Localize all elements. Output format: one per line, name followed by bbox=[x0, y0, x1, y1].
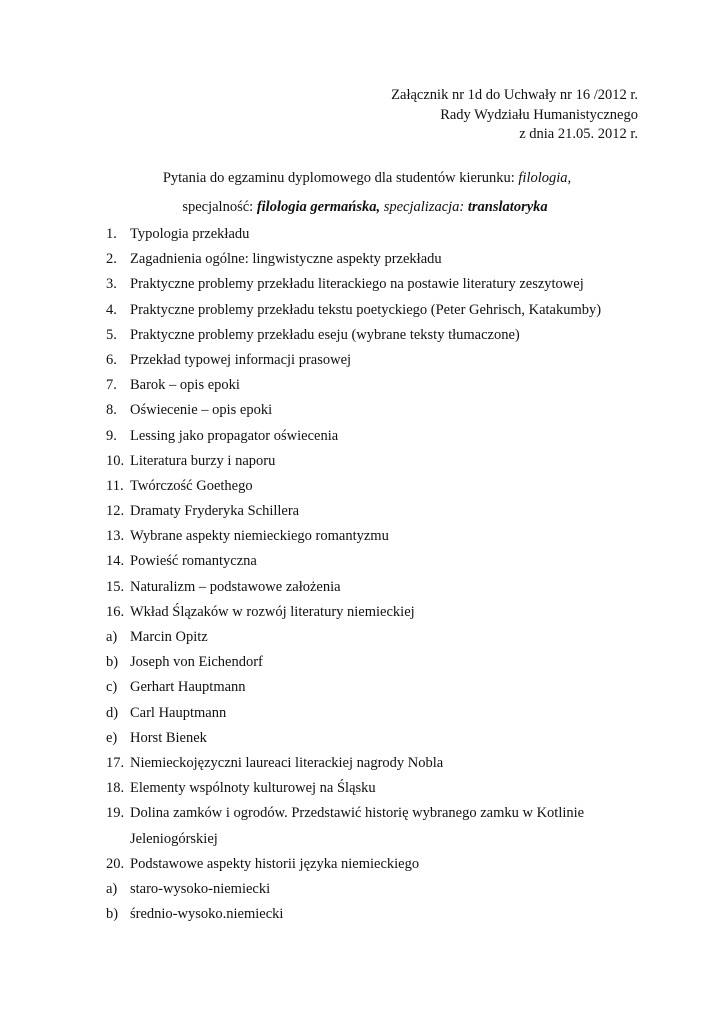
list-item-marker: 17. bbox=[106, 754, 125, 771]
list-item-text: Naturalizm – podstawowe założenia bbox=[130, 578, 341, 595]
list-item-marker: 15. bbox=[106, 578, 125, 595]
title-specialty: filologia germańska, bbox=[256, 199, 381, 215]
list-item-text: Praktyczne problemy przekładu tekstu poetyckiego (Peter Gehrisch, Katakumby) bbox=[130, 301, 602, 318]
list-item-text: Gerhart Hauptmann bbox=[130, 679, 246, 696]
list-item-marker: d) bbox=[106, 704, 119, 721]
list-item-marker: b) bbox=[106, 906, 119, 923]
list-item-text: Literatura burzy i naporu bbox=[130, 452, 276, 469]
title-field-of-study: filologia, bbox=[518, 170, 572, 186]
list-item-marker: 4. bbox=[106, 301, 117, 318]
list-item-text: Powieść romantyczna bbox=[130, 553, 257, 570]
list-item-text: Barok – opis epoki bbox=[130, 377, 240, 394]
list-item bbox=[106, 629, 646, 654]
list-item-text: Elementy wspólnoty kulturowej na Śląsku bbox=[130, 780, 376, 797]
header-council-line: Rady Wydziału Humanistycznego bbox=[440, 106, 638, 123]
list-item bbox=[106, 226, 646, 251]
list-item bbox=[106, 654, 646, 679]
list-item-text-line-1: Dolina zamków i ogrodów. Przedstawić historię wybranego zamku w Kotlinie bbox=[130, 805, 585, 822]
list-item bbox=[106, 402, 646, 427]
list-item-text: średnio-wysoko.niemiecki bbox=[130, 906, 284, 923]
list-item bbox=[106, 352, 646, 377]
list-item bbox=[106, 705, 646, 730]
list-item-text: Lessing jako propagator oświecenia bbox=[130, 427, 339, 444]
list-item-text: Oświecenie – opis epoki bbox=[130, 402, 273, 419]
list-item-text bbox=[130, 805, 584, 855]
list-item bbox=[106, 302, 646, 327]
document-header bbox=[391, 86, 638, 145]
list-item-text: Horst Bienek bbox=[130, 729, 207, 746]
list-item-text: Wkład Ślązaków w rozwój literatury niemieckiej bbox=[130, 603, 415, 620]
list-item-marker: 16. bbox=[106, 603, 125, 620]
list-item bbox=[106, 553, 646, 578]
list-item-text: staro-wysoko-niemiecki bbox=[130, 880, 271, 897]
header-date-line: z dnia 21.05. 2012 r. bbox=[519, 126, 638, 142]
list-item-text: Zagadnienia ogólne: lingwistyczne aspekty przekładu bbox=[130, 251, 442, 268]
list-item-marker: 14. bbox=[106, 553, 125, 570]
list-item bbox=[106, 528, 646, 553]
list-item-text: Dramaty Fryderyka Schillera bbox=[130, 503, 300, 520]
list-item bbox=[106, 780, 646, 805]
title-line-2 bbox=[0, 193, 724, 222]
list-item bbox=[106, 428, 646, 453]
list-item-marker: a) bbox=[106, 880, 118, 897]
title-specialty-label: specjalność: bbox=[182, 199, 257, 215]
list-item-text: Joseph von Eichendorf bbox=[130, 654, 263, 671]
list-item bbox=[106, 805, 646, 855]
list-item bbox=[106, 276, 646, 301]
list-item-marker: 12. bbox=[106, 503, 125, 520]
list-item-text: Praktyczne problemy przekładu literackiego na postawie literatury zeszytowej bbox=[130, 276, 584, 293]
list-item-marker: 20. bbox=[106, 855, 125, 872]
list-item-marker: 9. bbox=[106, 427, 117, 444]
list-item-text: Przekład typowej informacji prasowej bbox=[130, 351, 352, 368]
title-line-1 bbox=[0, 164, 724, 193]
list-item-text: Wybrane aspekty niemieckiego romantyzmu bbox=[130, 528, 389, 545]
list-item-text: Niemieckojęzyczni laureaci literackiej nagrody Nobla bbox=[130, 754, 444, 771]
list-item-marker: 10. bbox=[106, 452, 125, 469]
list-item bbox=[106, 327, 646, 352]
document-title bbox=[0, 164, 724, 222]
list-item-text: Carl Hauptmann bbox=[130, 704, 227, 721]
list-item bbox=[106, 579, 646, 604]
list-item-text: Podstawowe aspekty historii języka niemieckiego bbox=[130, 855, 420, 872]
list-item-text: Marcin Opitz bbox=[130, 629, 208, 645]
title-specialization: translatoryka bbox=[467, 199, 548, 215]
list-item bbox=[106, 604, 646, 629]
list-item bbox=[106, 377, 646, 402]
list-item bbox=[106, 881, 646, 906]
list-item-marker: c) bbox=[106, 679, 118, 696]
list-item bbox=[106, 730, 646, 755]
list-item-marker: 2. bbox=[106, 251, 117, 268]
list-item-marker: 7. bbox=[106, 377, 117, 394]
list-item-text: Praktyczne problemy przekładu eseju (wybrane teksty tłumaczone) bbox=[130, 326, 520, 343]
list-item-text-line-2: Jeleniogórskiej bbox=[130, 830, 218, 847]
list-item-marker: 11. bbox=[106, 477, 124, 494]
list-item-marker: 3. bbox=[106, 276, 117, 293]
list-item-text: Twórczość Goethego bbox=[130, 477, 253, 494]
list-item bbox=[106, 478, 646, 503]
list-item bbox=[106, 856, 646, 881]
list-item bbox=[106, 755, 646, 780]
list-item-marker: a) bbox=[106, 629, 118, 645]
header-attachment-line: Załącznik nr 1d do Uchwały nr 16 /2012 r. bbox=[391, 87, 638, 103]
list-item bbox=[106, 503, 646, 528]
list-item-marker: 8. bbox=[106, 402, 117, 419]
title-specialization-label: specjalizacja: bbox=[380, 199, 468, 215]
list-item bbox=[106, 679, 646, 704]
list-item-text: Typologia przekładu bbox=[130, 226, 250, 242]
question-list bbox=[106, 226, 646, 931]
list-item bbox=[106, 251, 646, 276]
list-item-marker: 18. bbox=[106, 780, 125, 797]
list-item-marker: 1. bbox=[106, 226, 117, 242]
list-item bbox=[106, 453, 646, 478]
list-item-marker: 19. bbox=[106, 805, 125, 822]
list-item-marker: 5. bbox=[106, 326, 117, 343]
list-item-marker: e) bbox=[106, 729, 118, 746]
title-line-1-text: Pytania do egzaminu dyplomowego dla studentów kierunku: bbox=[162, 170, 519, 186]
list-item-marker: b) bbox=[106, 654, 119, 671]
list-item-marker: 6. bbox=[106, 351, 117, 368]
list-item-marker: 13. bbox=[106, 528, 125, 545]
list-item bbox=[106, 906, 646, 931]
